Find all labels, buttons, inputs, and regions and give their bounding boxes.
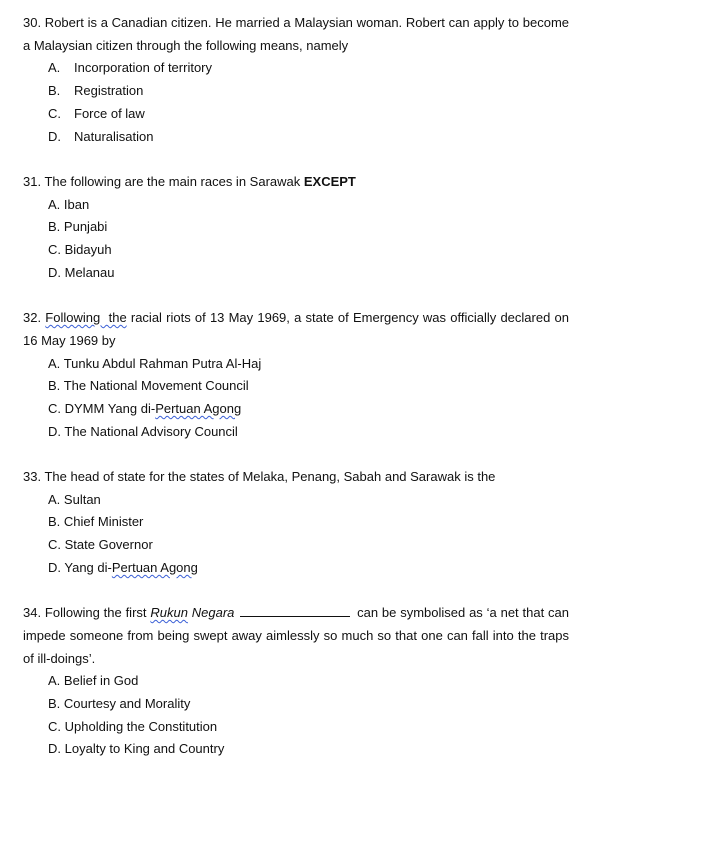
option-text: Tunku Abdul Rahman Putra Al-Haj bbox=[63, 355, 262, 371]
question-31 bbox=[23, 171, 569, 285]
option-text: State Governor bbox=[64, 537, 153, 553]
option-text: Iban bbox=[63, 196, 90, 212]
question-33-options bbox=[23, 489, 569, 580]
option-text: Registration bbox=[74, 83, 144, 99]
option-letter: B. bbox=[48, 219, 61, 235]
option-letter: A. bbox=[48, 196, 61, 212]
option-33-c bbox=[48, 534, 569, 557]
spellcheck-flag: Rukun bbox=[150, 605, 188, 621]
option-letter: B. bbox=[48, 378, 61, 394]
option-32-d bbox=[48, 421, 569, 444]
option-text: Yang di- bbox=[64, 559, 112, 575]
option-text: Chief Minister bbox=[63, 514, 144, 530]
question-30-options bbox=[23, 57, 569, 148]
option-31-a bbox=[48, 194, 569, 217]
option-letter: A. bbox=[48, 355, 61, 371]
question-34-stem-italic: Negara bbox=[187, 605, 235, 621]
option-31-d bbox=[48, 262, 569, 285]
question-30 bbox=[23, 12, 569, 148]
question-31-options bbox=[23, 194, 569, 285]
option-34-c bbox=[48, 716, 569, 739]
option-letter: C. bbox=[48, 718, 61, 734]
option-text: Naturalisation bbox=[74, 128, 154, 144]
question-32-number: 32. bbox=[23, 310, 42, 326]
option-letter: A. bbox=[48, 673, 61, 689]
option-letter: B. bbox=[48, 514, 61, 530]
option-text: Bidayuh bbox=[64, 242, 112, 258]
question-33 bbox=[23, 466, 569, 580]
option-text: Courtesy and Morality bbox=[63, 696, 191, 712]
option-33-d bbox=[48, 557, 569, 580]
option-letter: D. bbox=[48, 741, 61, 757]
option-text: Melanau bbox=[64, 264, 115, 280]
question-34-stem-start: 34. Following the first bbox=[23, 605, 151, 621]
question-32 bbox=[23, 307, 569, 443]
option-33-b bbox=[48, 511, 569, 534]
question-34 bbox=[23, 602, 569, 761]
option-32-c bbox=[48, 398, 569, 421]
question-33-stem: 33. The head of state for the states of Melaka, Penang, Sabah and Sarawak is the bbox=[23, 469, 496, 485]
spellcheck-flag: Pertuan Agong bbox=[155, 400, 242, 416]
question-31-stem bbox=[23, 171, 569, 194]
question-31-stem-emphasis: EXCEPT bbox=[303, 173, 356, 189]
question-34-options bbox=[23, 670, 569, 761]
option-letter: A. bbox=[48, 491, 61, 507]
option-text: Punjabi bbox=[63, 219, 108, 235]
spacer bbox=[23, 148, 569, 171]
option-letter: A. bbox=[48, 60, 61, 76]
question-30-stem: 30. Robert is a Canadian citizen. He married a Malaysian woman. Robert can apply to become a Malaysian citizen through the following means, namely bbox=[23, 15, 569, 53]
option-34-a bbox=[48, 670, 569, 693]
option-text: The National Advisory Council bbox=[64, 423, 238, 439]
option-letter: D. bbox=[48, 128, 61, 144]
option-34-b bbox=[48, 693, 569, 716]
option-letter: D. bbox=[48, 559, 61, 575]
spellcheck-flag: Pertuan Agong bbox=[111, 559, 198, 575]
question-31-stem-text: 31. The following are the main races in Sarawak bbox=[23, 173, 304, 189]
option-30-d bbox=[48, 126, 569, 149]
option-letter: B. bbox=[48, 83, 61, 99]
option-letter: C. bbox=[48, 105, 61, 121]
option-33-a bbox=[48, 489, 569, 512]
question-32-options bbox=[23, 353, 569, 444]
question-34-stem-end: can be symbolised as ‘a net that can impede someone from being swept away aimlessly so much so that one can fall into the traps of ill-doings’. bbox=[23, 605, 569, 666]
option-letter: C. bbox=[48, 242, 61, 258]
option-text: Upholding the Constitution bbox=[64, 718, 218, 734]
spacer bbox=[23, 284, 569, 307]
option-text: Loyalty to King and Country bbox=[64, 741, 225, 757]
option-text: Force of law bbox=[74, 105, 145, 121]
option-text: The National Movement Council bbox=[63, 378, 249, 394]
spacer bbox=[23, 580, 569, 603]
option-text: DYMM Yang di- bbox=[64, 400, 156, 416]
question-sheet bbox=[23, 12, 569, 761]
option-30-b bbox=[48, 80, 569, 103]
answer-blank bbox=[240, 603, 350, 617]
option-text: Incorporation of territory bbox=[74, 60, 213, 76]
spellcheck-flag: Following the bbox=[45, 310, 127, 326]
question-32-stem-text: racial riots of 13 May 1969, a state of Emergency was officially declared on 16 May 1969 by bbox=[23, 310, 569, 348]
option-30-c bbox=[48, 103, 569, 126]
option-32-b bbox=[48, 375, 569, 398]
question-34-stem bbox=[23, 602, 569, 670]
option-letter: D. bbox=[48, 264, 61, 280]
option-text: Sultan bbox=[63, 491, 101, 507]
option-letter: D. bbox=[48, 423, 61, 439]
option-34-d bbox=[48, 738, 569, 761]
option-letter: B. bbox=[48, 696, 61, 712]
option-30-a bbox=[48, 57, 569, 80]
option-31-b bbox=[48, 216, 569, 239]
option-text: Belief in God bbox=[63, 673, 139, 689]
spacer bbox=[23, 443, 569, 466]
option-letter: C. bbox=[48, 537, 61, 553]
option-letter: C. bbox=[48, 400, 61, 416]
question-32-stem bbox=[23, 307, 569, 352]
option-32-a bbox=[48, 353, 569, 376]
option-31-c bbox=[48, 239, 569, 262]
